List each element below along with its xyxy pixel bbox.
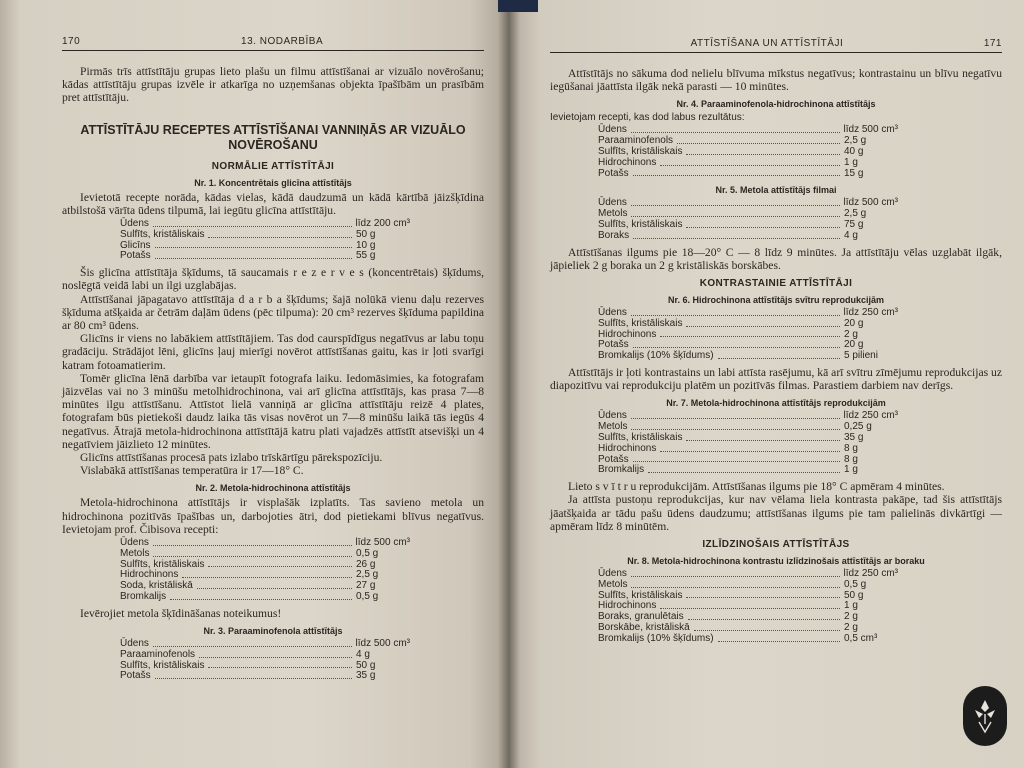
paragraph: Lieto s v ī t r u reprodukcijām. Attīstīšanas ilgums pie 18° C apmēram 4 minūtes.: [568, 480, 945, 494]
recipe-row: Bromkalijs 1 g: [598, 464, 858, 476]
recipe-8-table: [598, 569, 898, 645]
recipe-6-title: Nr. 6. Hidrochinona attīstītājs svītru reprodukcijām: [667, 294, 885, 305]
recipe-1-table: [120, 219, 410, 262]
right-page-number: 171: [983, 38, 1002, 49]
recipe-8-title: Nr. 8. Metola-hidrochinona kontrastu izlīdzinošais attīstītājs ar boraku: [627, 555, 925, 566]
recipe-row: Soda, kristāliskā 27 g: [120, 580, 376, 592]
recipe-row: Metols 0,25 g: [598, 421, 872, 433]
recipe-row: Potašs 20 g: [598, 339, 864, 351]
recipe-row: Sulfīts, kristāliskais 75 g: [598, 218, 864, 230]
recipe-2-note: Ievērojiet metola šķīdināšanas noteikumus!: [80, 606, 282, 620]
recipe-row: Ūdens līdz 500 cm³: [120, 638, 410, 650]
recipe-row: Sulfīts, kristāliskais 50 g: [598, 589, 864, 601]
paragraph: Glicīns attīstīšanas procesā pats izlabo trīskārtīgu pārekspozīciju.: [80, 451, 383, 465]
left-intro: Pirmās trīs attīstītāju grupas lieto plašu un filmu attīstīšanai ar vizuālo novērošanu; kādas attīstītāju grupas izvēle ir atkarīga no uzņemšanas objekta īpašībām un prasībām pret attīstītāju.: [62, 65, 484, 105]
paragraph: Šis glicīna attīstītāja šķīdums, tā saucamais r e z e r v e s (koncentrētais) šķīdums, noslēgtā veidā labi un ilgi uzglabājas.: [62, 266, 484, 293]
recipe-row: Paraaminofenols 2,5 g: [598, 135, 867, 147]
recipe-row: Sulfīts, kristāliskais 40 g: [598, 146, 864, 157]
recipe-row: Potašs 55 g: [120, 250, 376, 262]
book-gutter: [498, 0, 520, 768]
recipe-row: Sulfīts, kristāliskais 50 g: [120, 659, 376, 671]
recipe-6-table: [598, 308, 898, 362]
recipe-row: Hidrochinons 2 g: [598, 328, 858, 340]
section-title: ATTĪSTĪTĀJU RECEPTES ATTĪSTĪŠANAI VANNIŅĀS AR VIZUĀLO NOVĒROŠANU: [80, 122, 466, 152]
paragraph: Tomēr glicīna lēnā darbība var ietaupīt fotografa laiku. Iedomāsimies, ka fotografam jāizvēlas vai no 3 minūšu metolhidrochinona, vai arī glicīna attīstītājs, kas prasa 7—8 minūtes ilgu attīstīšanu. Attīstot lielā vanniņā ar glicīna attīstītāju reizē 4 plates, fotografam būs pietiekoši daudz laika tās visas novērot un 7—8 minūšu laikā tās iegūs 4 negatīvus. Ātrajā metola-hidrochinona attīstītājā katru plati vajadzēs attīstīt atsevišķi un 4 negatīviem jāizlieto 12 minūtes.: [62, 371, 484, 451]
subsection-normal: NORMĀLIE ATTĪSTĪTĀJI: [211, 160, 335, 172]
recipe-4-title: Nr. 4. Paraaminofenola-hidrochinona attīstītājs: [676, 99, 876, 110]
right-page: [510, 0, 1024, 768]
recipe-row: Bromkalijs (10% šķīdums) 5 pilieni: [598, 350, 878, 362]
recipe-1-title: Nr. 1. Koncentrētais glicīna attīstītājs: [194, 177, 352, 188]
recipe-row: Ūdens līdz 500 cm³: [598, 197, 898, 209]
subsection-equalizing: IZLĪDZINOŠAIS ATTĪSTĪTĀJS: [702, 538, 850, 550]
recipe-3-table: [120, 639, 410, 682]
right-intro: Attīstītājs no sākuma dod nelielu blīvuma mīkstus negatīvus; kontrastainu un blīvu negatīvu iegūšanai jāattīsta ilgāk nekā parasti — 10 minūtes.: [550, 67, 1002, 94]
recipe-2-table: [120, 538, 410, 603]
recipe-5-title: Nr. 5. Metola attīstītājs filmai: [715, 185, 837, 196]
paragraph: Attīstītājs ir ļoti kontrastains un labi attīsta rasējumu, kā arī svītru zīmējumu reprodukcijas uz diapozitīvu vai reprodukciju platēm un pozitīvās filmas. Parastiem darbiem nav derīgs.: [550, 365, 1002, 393]
recipe-row: Ūdens līdz 250 cm³: [598, 306, 898, 318]
recipe-row: Potašs 35 g: [120, 670, 376, 682]
recipe-row: Sulfīts, kristāliskais 20 g: [598, 317, 864, 329]
paragraph: Attīstīšanai jāpagatavo attīstītāja d a r b a šķīdums; šajā nolūkā vienu daļu rezerves šķīduma atšķaida ar četrām daļām ūdens (pēc tilpuma): 20 cm³ rezerves šķīduma papildina ar 80 cm³ ūdens.: [62, 292, 484, 333]
recipe-row: Boraks 4 g: [598, 229, 858, 241]
recipe-row: Hidrochinons 2,5 g: [120, 569, 379, 581]
recipe-row: Bromkalijs 0,5 g: [120, 591, 379, 603]
recipe-row: Potašs 8 g: [598, 453, 858, 465]
recipe-7-title: Nr. 7. Metola-hidrochinona attīstītājs reprodukcijām: [666, 398, 886, 409]
left-page: [0, 0, 510, 768]
recipe-5-table: [598, 198, 898, 241]
recipe-row: Hidrochinons 8 g: [598, 442, 858, 454]
recipe-row: Metols 0,5 g: [120, 547, 379, 559]
recipe-1-intro: Ievietotā recepte norāda, kādas vielas, kādā daudzumā un kādā kārtībā jāizšķīdina atbilstošā vārīta ūdens tilpumā, lai iegūtu glicīna attīstītāju.: [62, 190, 484, 217]
recipe-2-intro: Metola-hidrochinona attīstītājs ir visplašāk izplatīts. Tas savieno metola un hidrochinona pozitīvās īpašības un, darbojoties ātri, dod pietiekami blīvus negatīvus. Ievietojam prof. Čibisova recepti:: [62, 496, 484, 536]
recipe-3-title: Nr. 3. Paraaminofenola attīstītājs: [203, 626, 343, 637]
paragraph: Vislabākā attīstīšanas temperatūra ir 17—18° C.: [80, 464, 304, 478]
recipe-row: Metols 0,5 g: [598, 578, 867, 590]
recipe-row: Potašs 15 g: [598, 167, 864, 179]
recipe-row: Ūdens līdz 250 cm³: [598, 410, 898, 422]
recipe-row: Ūdens līdz 250 cm³: [598, 567, 898, 579]
recipe-row: Ūdens līdz 500 cm³: [598, 124, 898, 136]
watermark-logo-icon: [963, 686, 1007, 746]
right-running-head: [550, 38, 1002, 53]
recipe-row: Sulfīts, kristāliskais 26 g: [120, 558, 376, 570]
recipe-row: Boraks, granulētais 2 g: [598, 611, 858, 623]
recipe-row: Ūdens līdz 500 cm³: [120, 537, 410, 549]
subsection-contrast: KONTRASTAINIE ATTĪSTĪTĀJI: [699, 277, 853, 289]
left-page-number: 170: [62, 36, 81, 47]
right-chapter-title: ATTĪSTĪŠANA UN ATTĪSTĪTĀJI: [690, 38, 844, 49]
paragraph: Glicīns ir viens no labākiem attīstītājiem. Tas dod caurspīdīgus negatīvus ar labu toņu gradāciju. Strādājot lēni, glicīns ļauj mierīgi novērot attīstīšanas gaitu, kas ir ļoti svarīgi katram fotoamatierim.: [62, 332, 484, 372]
recipe-4-table: [598, 125, 898, 179]
recipe-row: Sulfīts, kristāliskais 35 g: [598, 431, 864, 443]
paragraph: Ja attīsta pustoņu reprodukcijas, kur nav vēlama liela kontrasta pakāpe, tad šis attīstītājs jāatšķaida ar tādu pašu ūdens daudzumu; attīstīšanas ilgums pie tam palielinās divkārtīgi — apmēram līdz 8 minūtēm.: [550, 493, 1002, 533]
recipe-7-table: [598, 411, 898, 476]
paragraph: Attīstīšanas ilgums pie 18—20° C — 8 līdz 9 minūtes. Ja attīstītāju vēlas uzglabāt ilgāk, jāpieliek 2 g boraka un 2 g kristāliskās borskābes.: [550, 245, 1002, 272]
recipe-row: Ūdens līdz 200 cm³: [120, 218, 410, 230]
top-band: [498, 0, 538, 12]
recipe-row: Glicīns 10 g: [120, 239, 376, 251]
recipe-row: Hidrochinons 1 g: [598, 156, 858, 168]
recipe-row: Bromkalijs (10% šķīdums) 0,5 cm³: [598, 632, 878, 644]
recipe-row: Borskābe, kristāliskā 2 g: [598, 621, 858, 633]
left-running-head: [62, 36, 484, 51]
recipe-row: Metols 2,5 g: [598, 208, 867, 220]
recipe-4-intro: Ievietojam recepti, kas dod labus rezultātus:: [550, 112, 745, 124]
recipe-2-title: Nr. 2. Metola-hidrochinona attīstītājs: [195, 483, 351, 494]
left-chapter-title: 13. NODARBĪBA: [241, 36, 324, 47]
recipe-row: Paraaminofenols 4 g: [120, 648, 370, 660]
recipe-row: Hidrochinons 1 g: [598, 600, 858, 612]
recipe-row: Sulfīts, kristāliskais 50 g: [120, 228, 376, 240]
